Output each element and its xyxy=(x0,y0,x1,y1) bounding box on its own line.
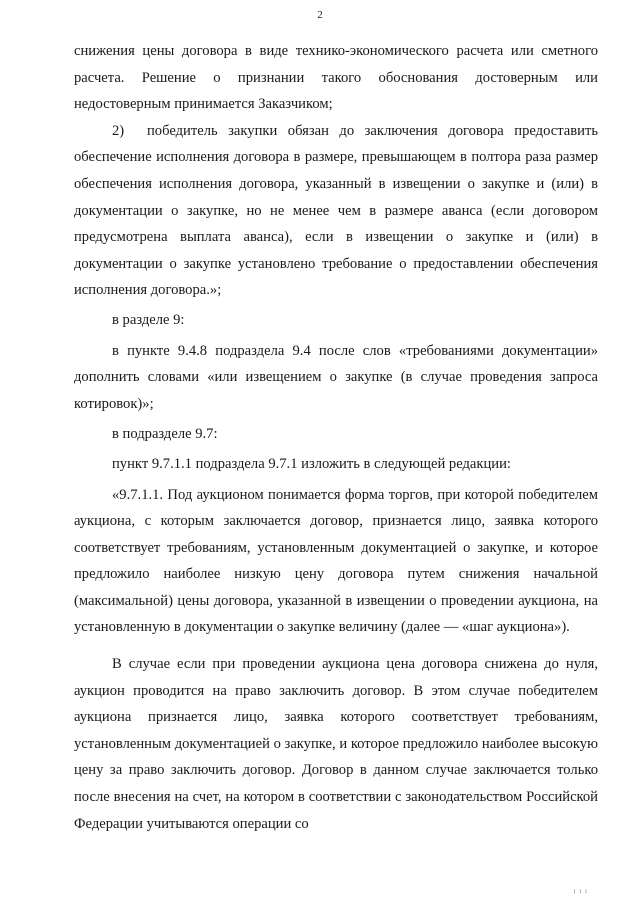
paragraph-section-9: в разделе 9: xyxy=(112,311,185,328)
paragraph-subsection-9-7: в подразделе 9.7: xyxy=(112,426,218,443)
paragraph-clause-9-7-1-1: «9.7.1.1. Под аукционом понимается форма торгов, при которой победителем аукциона, с которым заключается договор, признается лицо, заявка которого соответствует требованиям, установленным документацией о закупке, и которое предложило наиболее низкую цену договора путем снижения начальной (максимальной) цены договора, указанной в извещении о проведении аукциона, на установленную в документации о закупке величину (далее — «шаг аукциона»). xyxy=(74,486,598,636)
list-item-number: 2) xyxy=(112,122,125,139)
page-number: 2 xyxy=(317,9,323,21)
document-body xyxy=(74,38,598,837)
paragraph-clause-9-4-8: в пункте 9.4.8 подраздела 9.4 после слов «требованиями документации» дополнить словами «или извещением о закупке (в случае проведения запроса котировок)»; xyxy=(74,342,598,412)
paragraph-item-2 xyxy=(74,118,598,304)
scan-mark: ı ı ı xyxy=(573,887,588,895)
paragraph-zero-price-case: В случае если при проведении аукциона цена договора снижена до нуля, аукцион проводится на право заключить договор. В этом случае победителем аукциона признается лицо, заявка которого соответствует требованиям, установленным документацией о закупке, и которое предложило наиболее высокую цену за право заключить договор. Договор в данном случае заключается только после внесения на счет, на котором в соответствии с законодательством Российской Федерации учитываются операции со xyxy=(74,656,598,832)
paragraph-clause-9-7-1-1-intro: пункт 9.7.1.1 подраздела 9.7.1 изложить в следующей редакции: xyxy=(112,455,511,472)
paragraph-continuation: снижения цены договора в виде технико-экономического расчета или сметного расчета. Решение о признании такого обоснования достоверным или недостоверным принимается Заказчиком; xyxy=(74,43,598,113)
list-item-text: победитель закупки обязан до заключения договора предоставить обеспечение исполнения договора в размере, превышающем в полтора раза размер обеспечения исполнения договора, указанный в извещении о закупке и (или) в документации о закупке, но не менее чем в размере аванса (если договором предусмотрена выплата аванса), если в извещении о закупке и (или) в документации о закупке установлено требование о предоставлении обеспечения исполнения договора.»; xyxy=(74,122,598,299)
